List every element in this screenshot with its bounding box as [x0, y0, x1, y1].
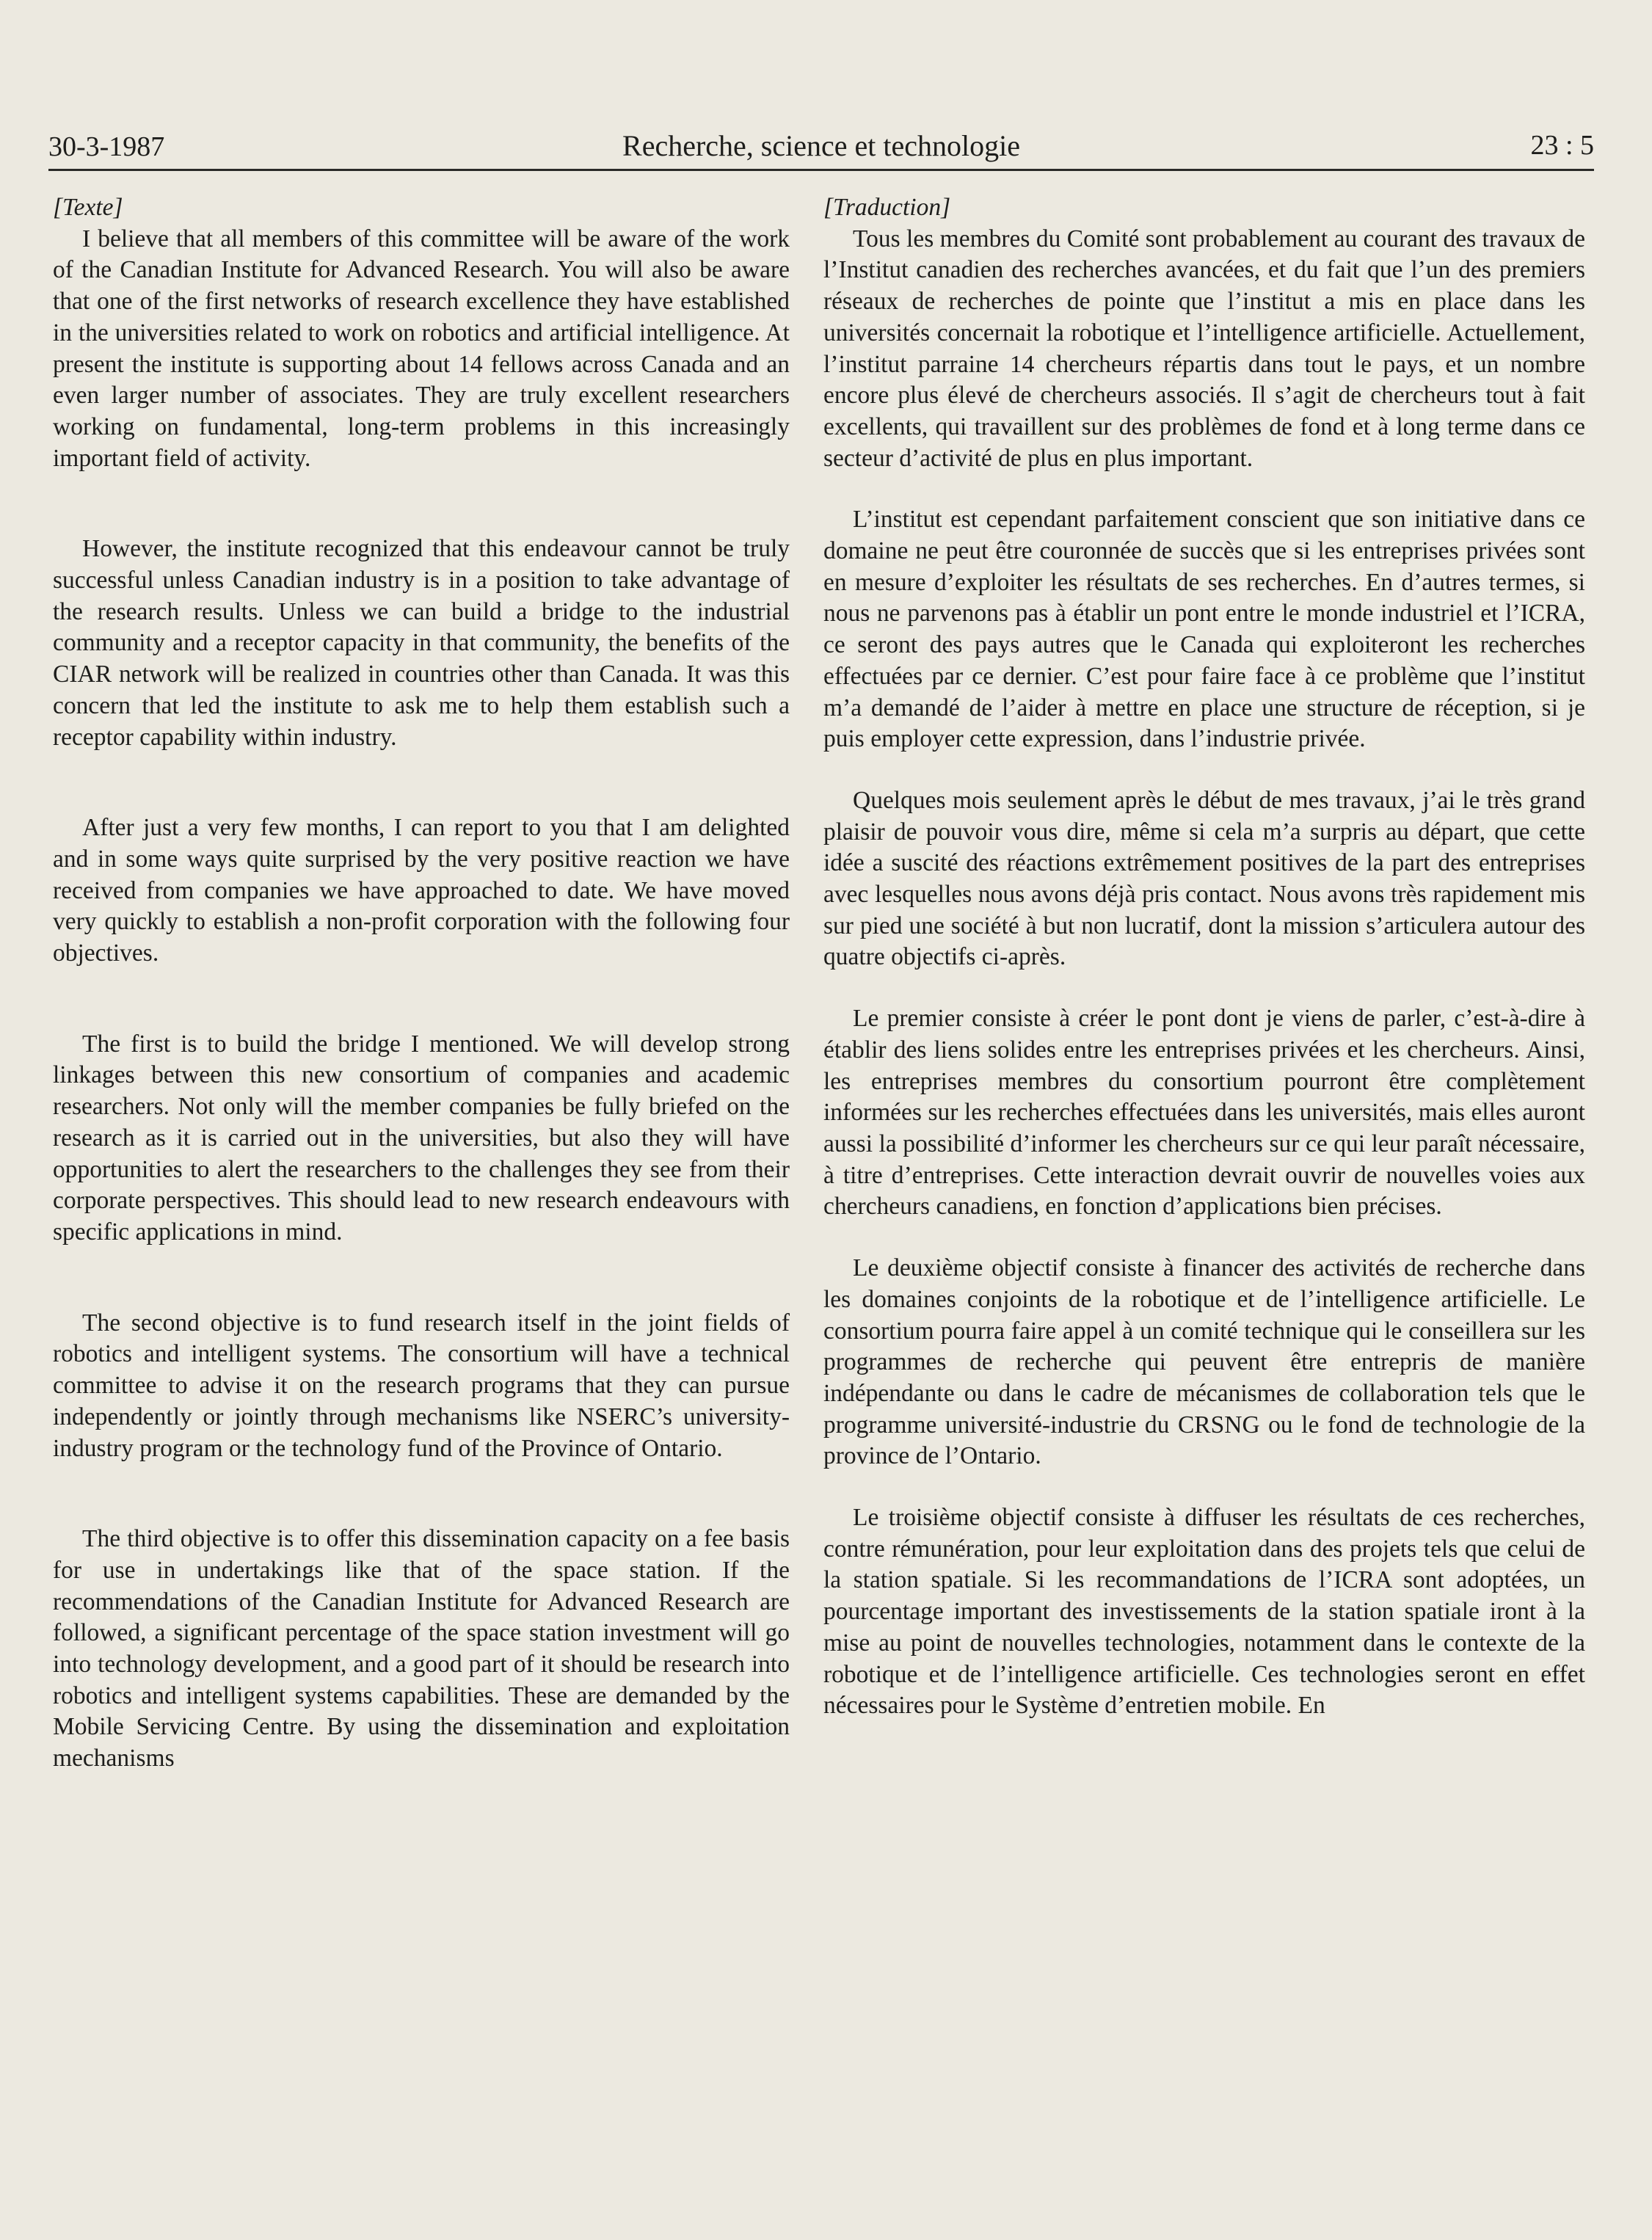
paragraph: Tous les membres du Comité sont probablement au courant des travaux de l’Institut canadien des recherches avancées, et du fait que l’un des premiers réseaux de recherches de pointe que l’institut a mis en place dans les universités concernait la robotique et l’intelligence artificielle. Actuellement, l’institut parraine 14 chercheurs répartis dans tout le pays, et un nombre encore plus élevé de chercheurs associés. Il s’agit de chercheurs tout à fait excellents, qui travaillent sur des problèmes de fond et à long terme dans ce secteur d’activité de plus en plus important. [823, 225, 1585, 472]
paragraph: Le premier consiste à créer le pont dont je viens de parler, c’est-à-dire à établir des liens solides entre les entreprises privées et les chercheurs. Ainsi, les entreprises membres du consortium pourront être complètement informées sur les recherches effectuées dans les universités, mais elles auront aussi la possibilité d’informer les chercheurs sur ce qui leur paraît nécessaire, à titre d’entreprises. Cette interaction devrait ouvrir de nouvelles voies aux chercheurs canadiens, en fonction d’applications bien précises. [823, 1005, 1585, 1221]
language-label-text: [Texte] [53, 194, 123, 221]
paragraph: Le troisième objectif consiste à diffuser les résultats de ces recherches, contre rémunération, pour leur exploitation dans des projets tels que celui de la station spatiale. Si les recommandations de l’ICRA sont adoptées, un pourcentage important des investissements de la station spatiale iront à la mise au point de nouvelles technologies, notamment dans le contexte de la robotique et de l’intelligence artificielle. Ces technologies seront en effet nécessaires pour le Système d’entretien mobile. En [823, 1504, 1585, 1720]
language-label-traduction: [Traduction] [823, 194, 951, 221]
paragraph: The second objective is to fund research itself in the joint fields of robotics and intelligent systems. The consortium will have a technical committee to advise it on the research programs that they can pursue independently or jointly through mechanisms like NSERC’s university-industry program or the technology fund of the Province of Ontario. [53, 1309, 790, 1462]
page-header [48, 123, 1594, 171]
header-title: Recherche, science et technologie [622, 129, 1020, 162]
paragraph: I believe that all members of this committee will be aware of the work of the Canadian Institute for Advanced Research. You will also be aware that one of the first networks of research excellence they have established in the universities related to work on robotics and artificial intelligence. At present the institute is supporting about 14 fellows across Canada and an even larger number of associates. They are truly excellent researchers working on fundamental, long-term problems in this increasingly important field of activity. [53, 225, 790, 472]
paragraph: However, the institute recognized that this endeavour cannot be truly successful unless Canadian industry is in a position to take advantage of the research results. Unless we can build a bridge to the industrial community and a receptor capacity in that community, the benefits of the CIAR network will be realized in countries other than Canada. It was this concern that led the institute to ask me to help them establish such a receptor capability within industry. [53, 535, 790, 751]
english-column [53, 192, 790, 1834]
paragraph: The first is to build the bridge I mentioned. We will develop strong linkages between this new consortium of companies and academic researchers. Not only will the member companies be fully briefed on the research as it is carried out in the universities, but also they will have opportunities to alert the researchers to the challenges they see from their corporate perspectives. This should lead to new research endeavours with specific applications in mind. [53, 1030, 790, 1246]
french-column [823, 192, 1585, 1752]
paragraph: After just a very few months, I can report to you that I am delighted and in some ways quite surprised by the very positive reaction we have received from companies we have approached to date. We have moved very quickly to establish a non-profit corporation with the following four objectives. [53, 814, 790, 967]
paragraph: Le deuxième objectif consiste à financer des activités de recherche dans les domaines conjoints de la robotique et de l’intelligence artificielle. Le consortium pourra faire appel à un comité technique qui le conseillera sur les programmes de recherche qui peuvent être entrepris de manière indépendante ou dans le cadre de mécanismes de collaboration tels que le programme université-industrie du CRSNG ou le fond de technologie de la province de l’Ontario. [823, 1254, 1585, 1470]
paragraph: The third objective is to offer this dissemination capacity on a fee basis for use in undertakings like that of the space station. If the recommendations of the Canadian Institute for Advanced Research are followed, a significant percentage of the space station investment will go into technology development, and a good part of it should be research into robotics and intelligent systems capabilities. These are demanded by the Mobile Servicing Centre. By using the dissemination and exploitation mechanisms [53, 1525, 790, 1772]
header-date: 30-3-1987 [48, 131, 165, 162]
paragraph: L’institut est cependant parfaitement conscient que son initiative dans ce domaine ne peut être couronnée de succès que si les entreprises privées sont en mesure d’exploiter les résultats de ses recherches. En d’autres termes, si nous ne parvenons pas à établir un pont entre le monde industriel et l’ICRA, ce seront des pays autres que le Canada qui exploiteront les recherches effectuées par ce dernier. C’est pour faire face à ce problème que l’institut m’a demandé de l’aider à mettre en place une structure de réception, si je puis employer cette expression, dans l’industrie privée. [823, 506, 1585, 753]
paragraph: Quelques mois seulement après le début de mes travaux, j’ai le très grand plaisir de pouvoir vous dire, même si cela m’a surpris au départ, que cette idée a suscité des réactions extrêmement positives de la part des entreprises avec lesquelles nous avons déjà pris contact. Nous avons très rapidement mis sur pied une société à but non lucratif, dont la mission s’articulera autour des quatre objectifs ci-après. [823, 786, 1585, 971]
header-page-number: 23 : 5 [1530, 130, 1594, 161]
